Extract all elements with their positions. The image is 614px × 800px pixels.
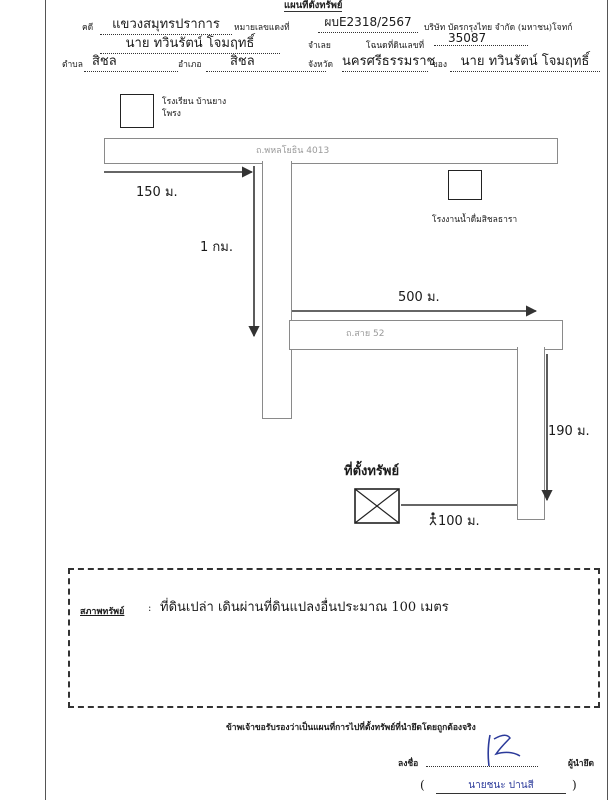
sign-label: ลงชื่อ — [398, 759, 419, 769]
company-plaintiff: บริษัท บัตรกรุงไทย จำกัด (มหาชน)โจทก์ — [424, 23, 573, 33]
certification-text: ข้าพเจ้าขอรับรองว่าเป็นแผนที่การไปที่ตั้งทรัพย์ที่นำยึดโดยถูกต้องจริง — [226, 723, 476, 733]
case-label: คดี — [82, 23, 94, 33]
water-factory-label: โรงงานน้ำดื่มสิชลธารา — [432, 215, 518, 225]
red-number-label: หมายเลขแดงที่ — [234, 23, 290, 33]
province-label: จังหวัด — [308, 60, 334, 70]
plaintiff-value: แขวงสมุทรปราการ — [100, 13, 232, 35]
signer-role: ผู้นำยึด — [568, 759, 595, 769]
subdistrict-label: ตำบล — [62, 60, 83, 70]
property-marker-icon — [354, 488, 400, 524]
subdistrict-value: สิชล — [84, 50, 178, 72]
open-paren: ( — [420, 778, 425, 792]
owner-value: นาย ทวินรัตน์ โจมฤทธิ์ — [450, 50, 600, 72]
distance-100m: 100 ม. — [438, 514, 480, 529]
condition-text: ที่ดินเปล่า เดินผ่านที่ดินแปลงอื่นประมาณ 100 เมตร — [160, 600, 449, 615]
distance-1km: 1 กม. — [200, 240, 233, 255]
condition-label: สภาพทรัพย์ — [80, 607, 125, 617]
second-road-label: ถ.สาย 52 — [346, 329, 385, 339]
district-value: สิชล — [206, 50, 326, 72]
deed-label: โฉนดที่ดินเลขที่ — [366, 41, 425, 51]
distance-190m: 190 ม. — [548, 424, 590, 439]
province-value: นครศรีธรรมราช — [342, 50, 428, 72]
main-road-label: ถ.พหลโยธิน 4013 — [256, 146, 330, 156]
signer-name: นายชนะ ปานสี — [436, 778, 566, 794]
walking-person-icon — [428, 512, 438, 526]
property-condition-box — [68, 568, 600, 708]
defendant-role: จำเลย — [308, 41, 331, 51]
close-paren: ) — [572, 778, 577, 792]
document-title: แผนที่ตั้งทรัพย์ — [284, 0, 343, 11]
school-label: โรงเรียน บ้านยางโพรง — [162, 97, 227, 119]
owner-label: ของ — [432, 60, 448, 70]
distance-150m: 150 ม. — [136, 185, 178, 200]
district-label: อำเภอ — [178, 60, 202, 70]
red-number-value: ผบE2318/2567 — [318, 13, 418, 33]
condition-colon: : — [148, 603, 152, 614]
handwritten-signature — [480, 730, 540, 770]
deed-number-value: 35087 — [434, 31, 528, 46]
defendant-value: นาย ทวินรัตน์ โจมฤทธิ์ — [100, 32, 280, 54]
distance-500m: 500 ม. — [398, 290, 440, 305]
property-location-label: ที่ตั้งทรัพย์ — [344, 464, 400, 479]
